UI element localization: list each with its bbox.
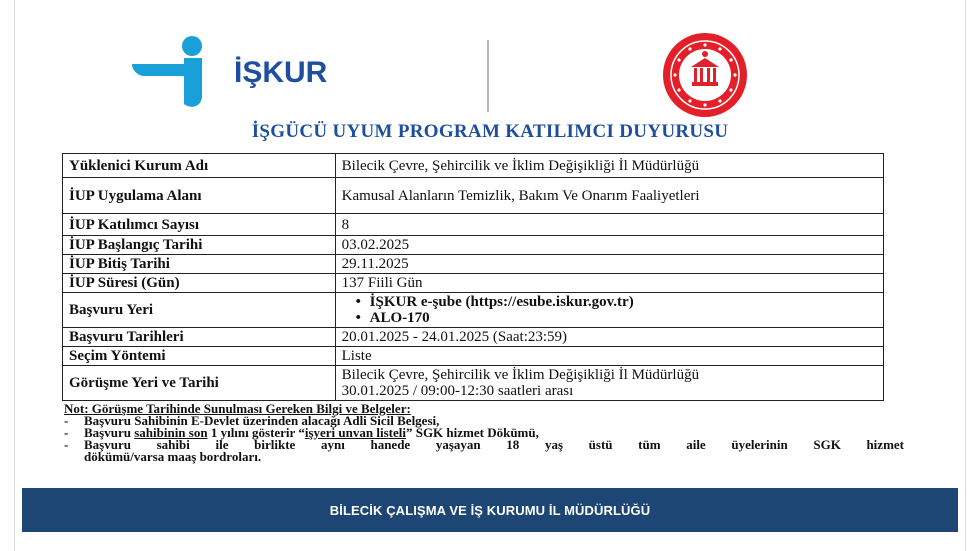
table-row [63, 154, 884, 178]
row-label: İUP Katılımcı Sayısı [63, 214, 336, 236]
row-value: 8 [335, 214, 883, 236]
row-value [335, 366, 883, 401]
footer-banner [22, 488, 958, 532]
notes-section [64, 403, 904, 463]
table-row [63, 236, 884, 255]
row-value: 20.01.2025 - 24.01.2025 (Saat:23:59) [335, 328, 883, 347]
interview-date: 30.01.2025 / 09:00-12:30 saatleri arası [341, 383, 574, 399]
row-label: Başvuru Tarihleri [63, 328, 336, 347]
list-dash: - [64, 413, 69, 428]
row-label: Yüklenici Kurum Adı [63, 154, 336, 178]
row-value [335, 293, 883, 328]
row-value: 137 Fiili Gün [335, 274, 883, 293]
note-text [84, 439, 904, 463]
row-label: İUP Bitiş Tarihi [63, 255, 336, 274]
application-place-list [342, 294, 877, 326]
note-text: Başvuru Sahibinin E-Devlet üzerinden alacağı Adli Sicil Belgesi, [84, 413, 440, 428]
row-value: 29.11.2025 [335, 255, 883, 274]
page-title: İŞGÜCÜ UYUM PROGRAM KATILIMCI DUYURUSU [251, 121, 729, 142]
list-dash: - [64, 437, 69, 452]
footer-text: BİLECİK ÇALIŞMA VE İŞ KURUMU İL MÜDÜRLÜĞÜ [329, 502, 651, 518]
note-text-underlined: işyeri unvan listeli [304, 425, 406, 440]
interview-place: Bilecik Çevre, Şehircilik ve İklim Değişikliği İl Müdürlüğü [341, 367, 700, 383]
iskur-logo-swoosh [132, 58, 202, 107]
ministry-seal-logo [662, 32, 748, 118]
iskur-logo-text: İŞKUR [234, 56, 328, 89]
note-text-line: dökümü/varsa maaş bordroları. [84, 449, 262, 464]
list-item: • ALO-170 [356, 310, 877, 326]
row-label: Başvuru Yeri [63, 293, 336, 328]
note-text-part: ” SGK hizmet Dökümü, [405, 425, 539, 440]
note-text-underlined: sahibinin son [134, 425, 208, 440]
row-label: İUP Uygulama Alanı [63, 178, 336, 214]
table-row [63, 347, 884, 366]
row-value: Bilecik Çevre, Şehircilik ve İklim Değişikliği İl Müdürlüğü [335, 154, 883, 178]
logo-divider [487, 40, 489, 112]
list-dash: - [64, 425, 69, 440]
info-table [62, 153, 884, 401]
row-label: İUP Süresi (Gün) [63, 274, 336, 293]
notes-heading: Not: Görüşme Tarihinde Sunulması Gereken Bilgi ve Belgeler: [64, 401, 411, 416]
table-row [63, 274, 884, 293]
table-row [63, 214, 884, 236]
note-text-part: Başvuru [84, 425, 135, 440]
list-item [64, 439, 904, 463]
table-row [63, 293, 884, 328]
note-text-part: 1 yılını gösterir “ [207, 425, 305, 440]
table-row [63, 178, 884, 214]
table-row [63, 328, 884, 347]
row-label: Görüşme Yeri ve Tarihi [63, 366, 336, 401]
row-label: İUP Başlangıç Tarihi [63, 236, 336, 255]
row-value: Liste [335, 347, 883, 366]
row-value: Kamusal Alanların Temizlik, Bakım Ve Onarım Faaliyetleri [335, 178, 883, 214]
table-row [63, 366, 884, 401]
iskur-logo [130, 34, 430, 114]
row-value: 03.02.2025 [335, 236, 883, 255]
note-text-line: Başvuru sahibi ile birlikte aynı hanede yaşayan 18 yaş üstü tüm aile üyelerinin SGK hizmet [84, 437, 904, 452]
row-label: Seçim Yöntemi [63, 347, 336, 366]
table-row [63, 255, 884, 274]
iskur-logo-dot [182, 36, 202, 56]
list-item: • İŞKUR e-şube (https://esube.iskur.gov.tr) [356, 294, 877, 310]
